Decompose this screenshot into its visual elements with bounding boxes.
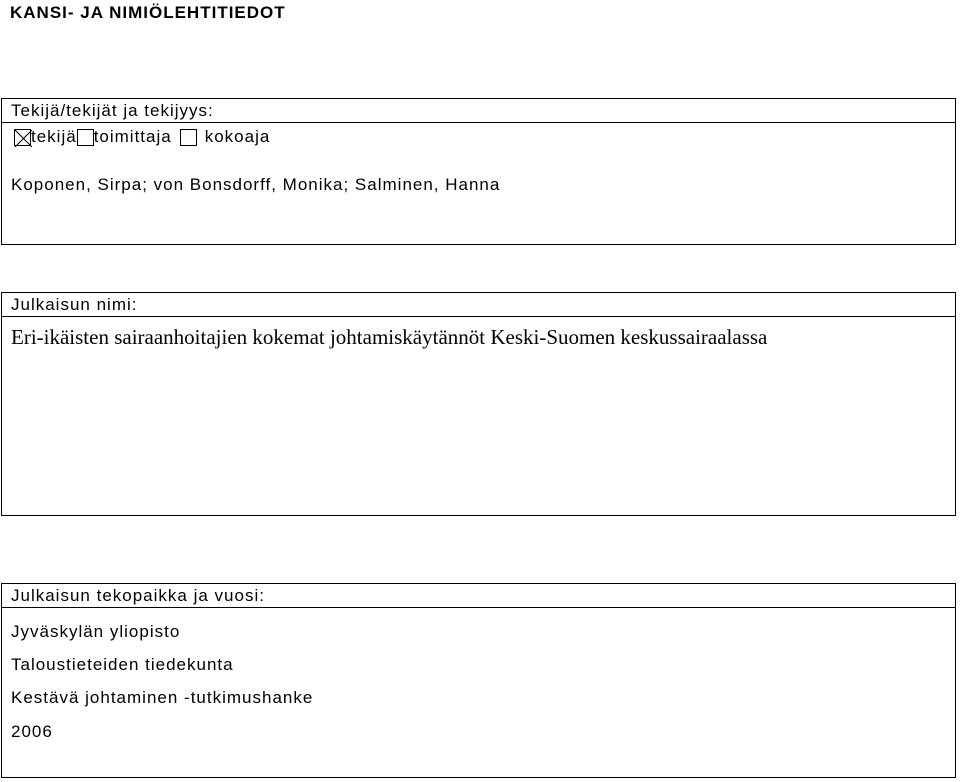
role-toimittaja-checkbox[interactable]	[77, 129, 94, 146]
authorship-roles	[14, 126, 270, 148]
role-kokoaja-checkbox[interactable]	[180, 129, 197, 146]
author-names: Koponen, Sirpa; von Bonsdorff, Monika; Salminen, Hanna	[11, 175, 501, 194]
place-line: Taloustieteiden tiedekunta	[11, 655, 234, 674]
checked-x-icon	[15, 130, 32, 147]
year-line: 2006	[11, 722, 53, 741]
authors-header: Tekijä/tekijät ja tekijyys:	[2, 99, 955, 123]
role-toimittaja-label: toimittaja	[93, 127, 172, 146]
role-tekija-checkbox[interactable]	[14, 129, 31, 146]
role-tekija-label: tekijä	[31, 127, 77, 146]
publication-title-value: Eri-ikäisten sairaanhoitajien kokemat johtamiskäytännöt Keski-Suomen keskussairaalassa	[11, 325, 768, 349]
publication-title-box	[1, 292, 956, 516]
place-line: Jyväskylän yliopisto	[11, 622, 181, 641]
publication-place-header: Julkaisun tekopaikka ja vuosi:	[2, 584, 955, 608]
role-kokoaja-label: kokoaja	[204, 127, 271, 146]
authors-box	[1, 98, 956, 245]
place-line: Kestävä johtaminen -tutkimushanke	[11, 688, 314, 707]
publication-place-box	[1, 583, 956, 778]
page-title: KANSI- JA NIMIÖLEHTITIEDOT	[10, 3, 286, 22]
publication-title-header: Julkaisun nimi:	[2, 293, 955, 317]
